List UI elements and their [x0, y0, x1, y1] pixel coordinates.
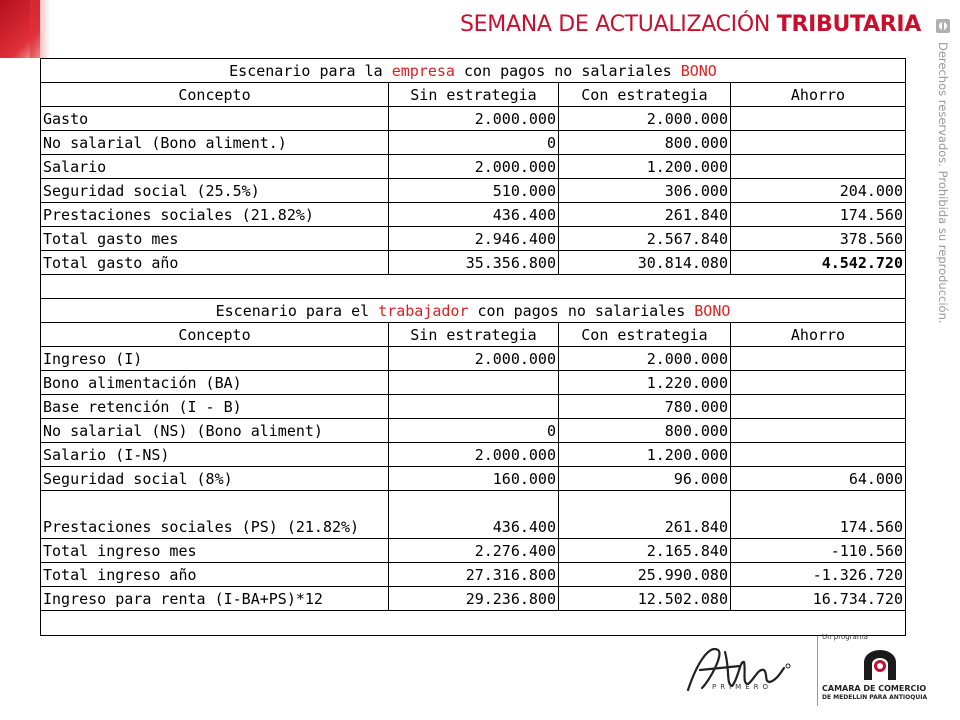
row-label: Bono alimentación (BA): [41, 371, 389, 395]
title-highlight: empresa: [391, 61, 455, 80]
cell-value: 0: [389, 131, 559, 155]
row-label: Seguridad social (8%): [41, 467, 389, 491]
cell-value: 174.560: [731, 491, 906, 539]
brand-mark-icon: [935, 18, 951, 34]
title-text: con pagos no salariales: [454, 61, 681, 80]
row-label: No salarial (Bono aliment.): [41, 131, 389, 155]
column-header: Con estrategia: [559, 323, 731, 347]
table-row: [41, 491, 906, 539]
column-header: Concepto: [41, 83, 389, 107]
cell-value: 436.400: [389, 203, 559, 227]
row-label: Salario: [41, 155, 389, 179]
cell-value: 436.400: [389, 491, 559, 539]
cell-value: 1.200.000: [559, 443, 731, 467]
page-title-part2: TRIBUTARIA: [776, 12, 921, 37]
table-row: [41, 587, 906, 611]
program-label: Un programa: [822, 633, 868, 641]
cell-value: [731, 419, 906, 443]
cell-value: 29.236.800: [389, 587, 559, 611]
cell-value: [389, 371, 559, 395]
row-label: Total gasto año: [41, 251, 389, 275]
cell-value: 800.000: [559, 419, 731, 443]
table-row: [41, 563, 906, 587]
chamber-logo-icon: [860, 650, 900, 682]
cell-value: 2.165.840: [559, 539, 731, 563]
page-title-part1: SEMANA DE ACTUALIZACIÓN: [460, 12, 777, 37]
table-row: [41, 131, 906, 155]
cell-value: 0: [389, 419, 559, 443]
row-label: Gasto: [41, 107, 389, 131]
footer-divider: [817, 636, 818, 706]
row-label: Seguridad social (25.5%): [41, 179, 389, 203]
cell-value: 12.502.080: [559, 587, 731, 611]
blank-cell: [41, 611, 906, 636]
cell-value: [731, 371, 906, 395]
title-text: Escenario para la: [229, 61, 392, 80]
org-name: CAMARA DE COMERCIO: [822, 684, 927, 693]
cell-value: 800.000: [559, 131, 731, 155]
empresa-header-row: [41, 83, 906, 107]
row-label: Prestaciones sociales (PS) (21.82%): [41, 491, 389, 539]
row-label: Total ingreso mes: [41, 539, 389, 563]
cell-value: 2.000.000: [559, 347, 731, 371]
cell-value: 2.000.000: [389, 443, 559, 467]
cell-value: 4.542.720: [731, 251, 906, 275]
cell-value: 261.840: [559, 203, 731, 227]
cell-value: [731, 443, 906, 467]
table-row: [41, 347, 906, 371]
page-title: [460, 12, 921, 37]
cell-value: 2.567.840: [559, 227, 731, 251]
row-label: Base retención (I - B): [41, 395, 389, 419]
cell-value: 306.000: [559, 179, 731, 203]
copyright-notice: Derechos reservados. Prohibida su reproducción.: [936, 42, 950, 324]
blank-row: [41, 611, 906, 636]
cell-value: 35.356.800: [389, 251, 559, 275]
row-label: Ingreso (I): [41, 347, 389, 371]
cell-value: [731, 395, 906, 419]
cell-value: 2.000.000: [559, 107, 731, 131]
table-row: [41, 371, 906, 395]
cell-value: 160.000: [389, 467, 559, 491]
cell-value: -110.560: [731, 539, 906, 563]
row-label: Total ingreso año: [41, 563, 389, 587]
trabajador-title-row: [41, 299, 906, 323]
cell-value: 27.316.800: [389, 563, 559, 587]
cell-value: 261.840: [559, 491, 731, 539]
column-header: Ahorro: [731, 323, 906, 347]
title-highlight: trabajador: [378, 301, 469, 320]
header-accent-bar: [0, 0, 40, 58]
signature-subtext: PRIMERO: [712, 683, 772, 691]
cell-value: 1.220.000: [559, 371, 731, 395]
cell-value: 2.000.000: [389, 347, 559, 371]
table-row: [41, 419, 906, 443]
cell-value: 1.200.000: [559, 155, 731, 179]
cell-value: 204.000: [731, 179, 906, 203]
table-row: [41, 203, 906, 227]
cell-value: 30.814.080: [559, 251, 731, 275]
empresa-title-row: [41, 59, 906, 83]
cell-value: 64.000: [731, 467, 906, 491]
column-header: Sin estrategia: [389, 323, 559, 347]
column-header: Con estrategia: [559, 83, 731, 107]
cell-value: 2.946.400: [389, 227, 559, 251]
title-highlight: BONO: [680, 61, 717, 80]
row-label: Prestaciones sociales (21.82%): [41, 203, 389, 227]
empresa-section-title: [41, 59, 906, 83]
table-row: [41, 539, 906, 563]
cell-value: 2.276.400: [389, 539, 559, 563]
cell-value: 96.000: [559, 467, 731, 491]
cell-value: 510.000: [389, 179, 559, 203]
column-header: Concepto: [41, 323, 389, 347]
table-row: [41, 395, 906, 419]
table-row: [41, 107, 906, 131]
row-label: No salarial (NS) (Bono aliment): [41, 419, 389, 443]
cell-value: 378.560: [731, 227, 906, 251]
cell-value: 16.734.720: [731, 587, 906, 611]
title-highlight: BONO: [694, 301, 731, 320]
table-row: [41, 155, 906, 179]
table-row: [41, 179, 906, 203]
row-label: Total gasto mes: [41, 227, 389, 251]
title-text: Escenario para el: [215, 301, 379, 320]
trabajador-section-title: [41, 299, 906, 323]
cell-value: 2.000.000: [389, 155, 559, 179]
table-row: [41, 467, 906, 491]
spacer-row: [41, 275, 906, 299]
cell-value: [389, 395, 559, 419]
title-text: con pagos no salariales: [468, 301, 695, 320]
column-header: Ahorro: [731, 83, 906, 107]
row-label: Salario (I-NS): [41, 443, 389, 467]
cell-value: 780.000: [559, 395, 731, 419]
cell-value: 25.990.080: [559, 563, 731, 587]
cell-value: [731, 155, 906, 179]
column-header: Sin estrategia: [389, 83, 559, 107]
row-label: Ingreso para renta (I-BA+PS)*12: [41, 587, 389, 611]
org-subtitle: DE MEDELLIN PARA ANTIOQUIA: [822, 694, 928, 701]
data-table: [40, 58, 906, 636]
table-row: [41, 227, 906, 251]
table-row: [41, 443, 906, 467]
side-copyright: [933, 18, 955, 324]
cell-value: 174.560: [731, 203, 906, 227]
cell-value: [731, 131, 906, 155]
cell-value: 2.000.000: [389, 107, 559, 131]
cell-value: [731, 107, 906, 131]
spacer-cell: [41, 275, 906, 299]
trabajador-header-row: [41, 323, 906, 347]
cell-value: -1.326.720: [731, 563, 906, 587]
table-row: [41, 251, 906, 275]
cell-value: [731, 347, 906, 371]
